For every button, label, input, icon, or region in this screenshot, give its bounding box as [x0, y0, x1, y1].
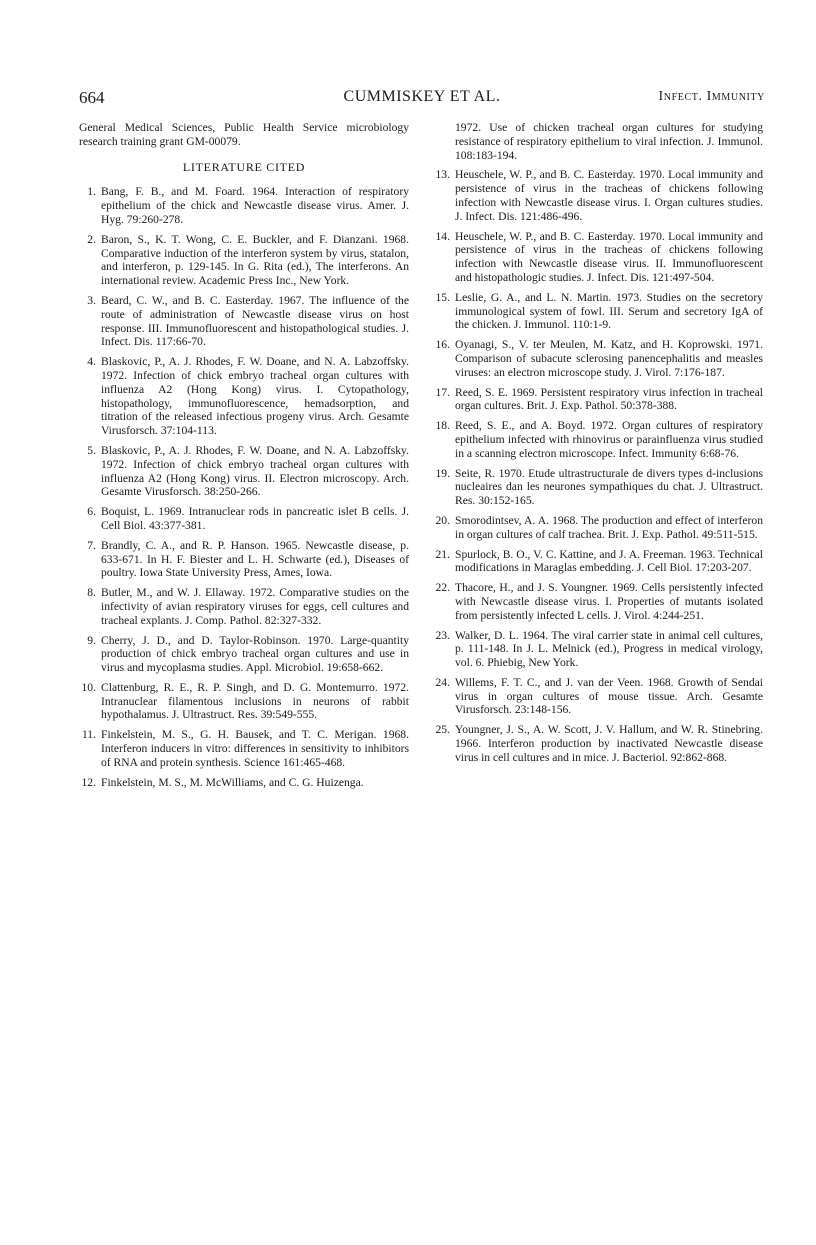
reference-text: Oyanagi, S., V. ter Meulen, M. Katz, and H. Koprowski. 1971. Comparison of subacute sclerosing panencephalitis and measles viruses: an electron microscope study. J. Virol. 7:176-187.	[455, 338, 763, 379]
reference-text: Blaskovic, P., A. J. Rhodes, F. W. Doane, and N. A. Labzoffsky. 1972. Infection of chick embryo tracheal organ cultures with influenza A2 (Hong Kong) virus. I. Cytopathology, histopathology, immunofluorescence, hemadsorption, and titration of the released infectious progeny virus. Arch. Gesamte Virusforsch. 37:104-113.	[101, 355, 409, 438]
reference-text: Butler, M., and W. J. Ellaway. 1972. Comparative studies on the infectivity of avian respiratory viruses for eggs, cell cultures and tracheal explants. J. Comp. Pathol. 82:327-332.	[101, 586, 409, 627]
reference-item	[433, 676, 763, 717]
reference-item	[79, 776, 409, 790]
reference-number: 1.	[87, 185, 96, 199]
reference-item	[433, 291, 763, 332]
acknowledgement-text: General Medical Sciences, Public Health Service microbiology research training grant GM-00079.	[79, 121, 409, 148]
reference-text: Spurlock, B. O., V. C. Kattine, and J. A. Freeman. 1963. Technical modifications in Maraglas embedding. J. Cell Biol. 17:203-207.	[455, 547, 763, 575]
reference-text: Heuschele, W. P., and B. C. Easterday. 1970. Local immunity and persistence of virus in the tracheas of chickens following infection with Newcastle disease virus. II. Immunofluorescent and histopathologic studies. J. Infect. Dis. 121:497-504.	[455, 229, 763, 284]
reference-text: Smorodintsev, A. A. 1968. The production and effect of interferon in organ cultures of calf trachea. Brit. J. Exp. Pathol. 49:511-515.	[455, 513, 763, 541]
reference-text: Walker, D. L. 1964. The viral carrier state in animal cell cultures, p. 111-148. In J. L. Melnick (ed.), Progress in medical virology, vol. 6. Phiebig, New York.	[455, 628, 763, 670]
reference-text: Blaskovic, P., A. J. Rhodes, F. W. Doane, and N. A. Labzoffsky. 1972. Infection of chick embryo tracheal organ cultures with influenza A2 (Hong Kong) virus. II. Electron microscopy. Arch. Gesamte Virusforsch. 38:250-266.	[101, 443, 409, 499]
journal-name: Infect. Immunity	[658, 89, 765, 104]
reference-item	[79, 185, 409, 226]
reference-text: Bang, F. B., and M. Foard. 1964. Interaction of respiratory epithelium of the chick and Newcastle disease virus. Amer. J. Hyg. 79:260-278.	[101, 185, 409, 226]
reference-text: Leslie, G. A., and L. N. Martin. 1973. Studies on the secretory immunological system of fowl. III. Serum and secretory IgA of the chicken. J. Immunol. 110:1-9.	[455, 290, 763, 332]
reference-number: 20.	[435, 513, 450, 527]
reference-item	[433, 386, 763, 414]
reference-number: 16.	[435, 338, 450, 352]
reference-number: 25.	[435, 723, 450, 737]
reference-number: 4.	[87, 355, 96, 369]
reference-item	[433, 419, 763, 460]
right-column	[433, 121, 763, 771]
reference-text: Brandly, C. A., and R. P. Hanson. 1965. Newcastle disease, p. 633-671. In H. F. Biester and L. H. Schwarte (ed.), Diseases of poultry. Iowa State University Press, Ames, Iowa.	[101, 538, 409, 580]
reference-text: Boquist, L. 1969. Intranuclear rods in pancreatic islet B cells. J. Cell Biol. 43:377-381.	[101, 505, 409, 532]
reference-item	[79, 294, 409, 349]
section-title: LITERATURE CITED	[182, 159, 306, 174]
reference-number: 5.	[87, 443, 96, 457]
reference-item	[433, 629, 763, 670]
reference-item	[79, 728, 409, 769]
reference-text: Reed, S. E., and A. Boyd. 1972. Organ cultures of respiratory epithelium infected with rhinovirus or parainfluenza virus studied in a scanning electron microscope. Infect. Immunity 6:68-76.	[455, 419, 763, 460]
reference-item	[433, 514, 763, 542]
reference-item	[79, 505, 409, 533]
reference-number: 3.	[87, 293, 96, 307]
reference-item	[79, 539, 409, 580]
reference-text: Thacore, H., and J. S. Youngner. 1969. Cells persistently infected with Newcastle disease virus. I. Properties of mutants isolated from persistently infected L cells. J. Virol. 4:244-251.	[455, 581, 763, 622]
reference-number: 18.	[435, 419, 450, 433]
reference-item	[79, 355, 409, 438]
reference-item	[433, 548, 763, 576]
reference-text: Youngner, J. S., A. W. Scott, J. V. Hallum, and W. R. Stinebring. 1966. Interferon production by inactivated Newcastle disease virus in cell cultures and in mice. J. Bacteriol. 92:862-868.	[455, 723, 763, 764]
reference-item	[433, 230, 763, 285]
reference-text: Baron, S., K. T. Wong, C. E. Buckler, and F. Dianzani. 1968. Comparative induction of the interferon system by virus, statalon, and interferon, p. 129-145. In G. Rita (ed.), The interferons. An international review. Academic Press Inc., New York.	[101, 232, 409, 288]
reference-number: 15.	[435, 290, 450, 304]
reference-number: 21.	[435, 547, 450, 561]
reference-number: 10.	[81, 680, 96, 694]
reference-continuation: 1972. Use of chicken tracheal organ cultures for studying resistance of respiratory epithelium to viral infection. J. Immunol. 108:183-194.	[455, 121, 763, 162]
reference-text: Beard, C. W., and B. C. Easterday. 1967. The influence of the route of administration of Newcastle disease virus on host response. III. Immunofluorescent and histopathological studies. J. Infect. Dis. 117:66-70.	[101, 293, 409, 349]
reference-list-right	[433, 168, 763, 764]
running-title: CUMMISKEY ET AL.	[343, 88, 501, 105]
reference-number: 13.	[435, 168, 450, 182]
reference-text: Heuschele, W. P., and B. C. Easterday. 1970. Local immunity and persistence of virus in the tracheas of chickens following infection with Newcastle disease virus. I. Organ cultures studies. J. Infect. Dis. 121:486-496.	[455, 168, 763, 223]
reference-text: Clattenburg, R. E., R. P. Singh, and D. G. Montemurro. 1972. Intranuclear filamentous inclusions in neurons of rabbit hypothalamus. J. Ultrastruct. Res. 39:549-555.	[101, 680, 409, 722]
reference-item	[79, 586, 409, 627]
reference-number: 7.	[87, 538, 96, 552]
page-number: 664	[79, 88, 105, 107]
reference-item	[433, 338, 763, 379]
reference-number: 24.	[435, 675, 450, 689]
reference-number: 9.	[87, 633, 96, 647]
reference-number: 14.	[435, 229, 450, 243]
reference-item	[433, 467, 763, 508]
reference-list-left	[79, 185, 409, 789]
reference-number: 2.	[87, 232, 96, 246]
left-column	[79, 121, 409, 795]
reference-item	[433, 723, 763, 764]
reference-number: 12.	[81, 775, 96, 789]
reference-item	[433, 581, 763, 622]
reference-item	[79, 444, 409, 499]
page-header	[79, 88, 765, 110]
reference-number: 6.	[87, 505, 96, 519]
reference-text: Seite, R. 1970. Etude ultrastructurale de divers types d-inclusions nucleaires dan les neurones sympathiques du chat. J. Ultrastruct. Res. 30:152-165.	[455, 466, 763, 508]
reference-number: 22.	[435, 581, 450, 595]
reference-text: Willems, F. T. C., and J. van der Veen. 1968. Growth of Sendai virus in organ cultures of mouse tissue. Arch. Gesamte Virusforsch. 23:148-156.	[455, 675, 763, 717]
reference-item	[79, 233, 409, 288]
reference-text: Finkelstein, M. S., M. McWilliams, and C. G. Huizenga.	[101, 775, 364, 789]
reference-text: Finkelstein, M. S., G. H. Bausek, and T. C. Merigan. 1968. Interferon inducers in vitro: differences in sensitivity to inhibitors of RNA and protein synthesis. Science 161:465-468.	[101, 728, 409, 769]
reference-item	[79, 681, 409, 722]
reference-number: 11.	[81, 728, 96, 742]
reference-number: 23.	[435, 628, 450, 642]
reference-item	[79, 634, 409, 675]
reference-number: 19.	[435, 466, 450, 480]
reference-text: Reed, S. E. 1969. Persistent respiratory virus infection in tracheal organ cultures. Brit. J. Exp. Pathol. 50:378-388.	[455, 385, 763, 413]
reference-number: 17.	[435, 385, 450, 399]
reference-item	[433, 168, 763, 223]
reference-text: Cherry, J. D., and D. Taylor-Robinson. 1970. Large-quantity production of chick embryo tracheal organ cultures and use in virus and mycoplasma studies. Appl. Microbiol. 19:658-662.	[101, 633, 409, 675]
reference-number: 8.	[87, 586, 96, 600]
